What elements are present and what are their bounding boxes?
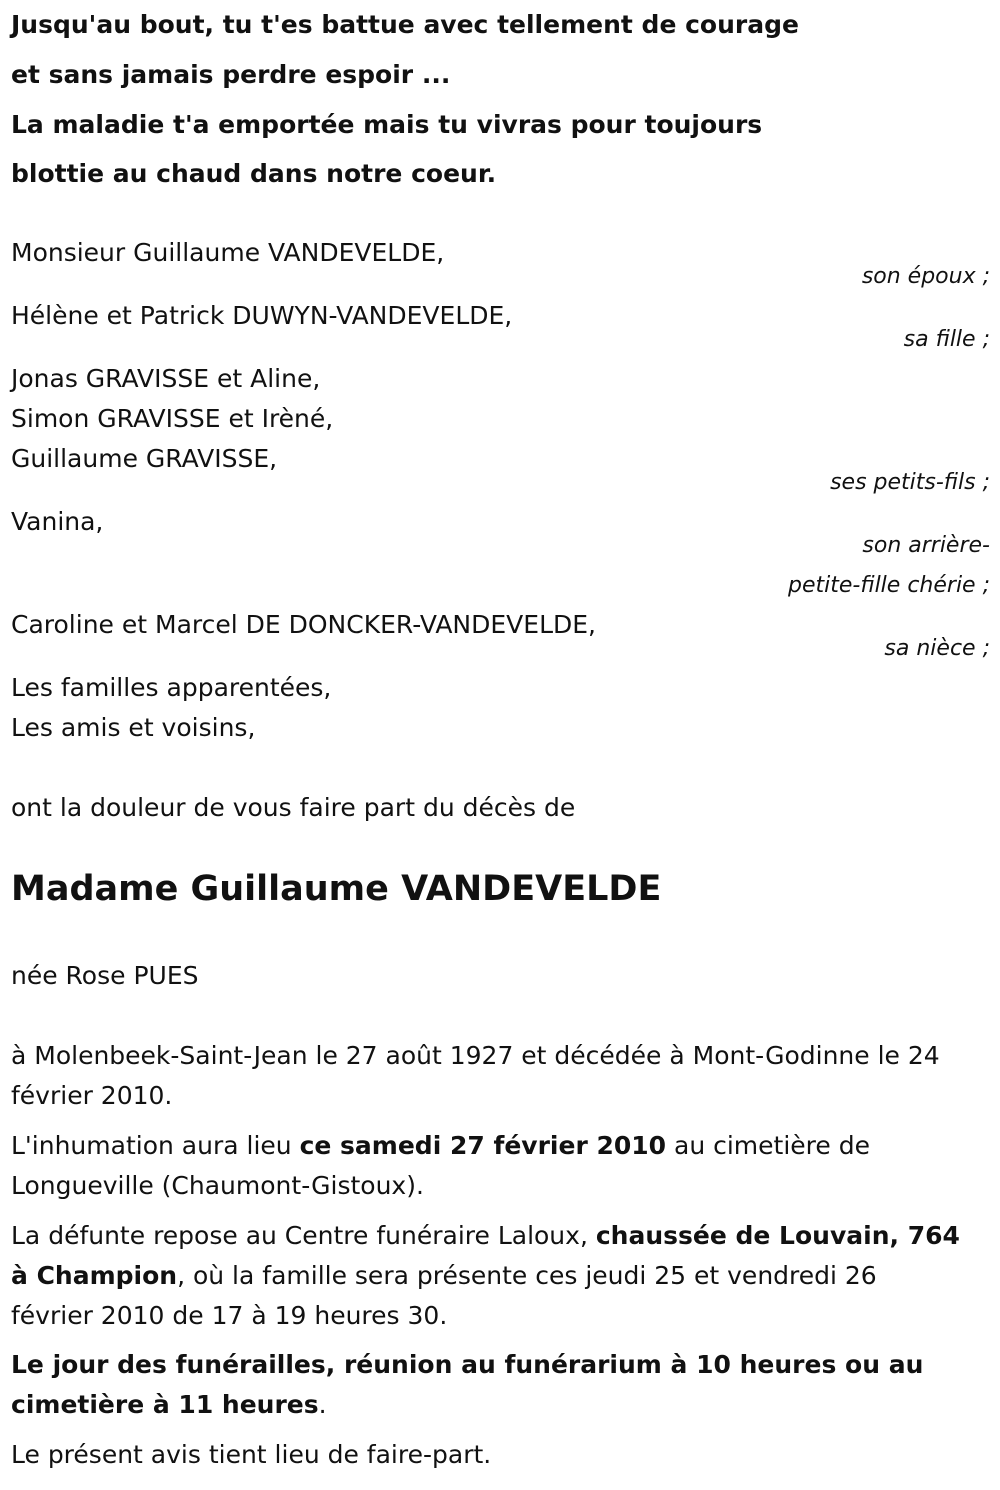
poem-line-1: Jusqu'au bout, tu t'es battue avec tellement de courage [11,10,799,39]
family-name-daughter: Hélène et Patrick DUWYN-VANDEVELDE, [11,301,513,330]
poem-line-2: et sans jamais perdre espoir ... [11,60,451,89]
rest-line-1 [11,1221,960,1251]
rest-town: à Champion [11,1261,178,1290]
family-name-husband: Monsieur Guillaume VANDEVELDE, [11,238,445,267]
deceased-name: Madame Guillaume VANDEVELDE [11,869,662,909]
family-name-grandson-3: Guillaume GRAVISSE, [11,444,278,473]
announcement-text: ont la douleur de vous faire part du décès de [11,793,576,822]
funeral-cemetery-time: cimetière à 11 heures [11,1390,319,1419]
closing-text: Le présent avis tient lieu de faire-part. [11,1440,492,1469]
burial-prefix: L'inhumation aura lieu [11,1131,300,1160]
relation-great-granddaughter-2: petite-fille chérie ; [788,573,990,598]
family-name-relatives: Les familles apparentées, [11,673,332,702]
family-name-grandson-1: Jonas GRAVISSE et Aline, [11,364,321,393]
family-name-friends: Les amis et voisins, [11,713,256,742]
family-name-grandson-2: Simon GRAVISSE et Irèné, [11,404,334,433]
burial-line-2: Longueville (Chaumont-Gistoux). [11,1171,424,1200]
relation-husband: son époux ; [861,264,990,289]
rest-line-2 [11,1261,877,1291]
relation-daughter: sa fille ; [903,327,990,352]
poem-line-3: La maladie t'a emportée mais tu vivras pour toujours [11,110,763,139]
burial-line-1 [11,1131,870,1161]
rest-address: chaussée de Louvain, 764 [595,1221,960,1250]
family-name-niece: Caroline et Marcel DE DONCKER-VANDEVELDE, [11,610,596,639]
rest-presence: , où la famille sera présente ces jeudi 25 et vendredi 26 [177,1261,877,1290]
funeral-day-period: . [318,1390,327,1419]
rest-prefix: La défunte repose au Centre funéraire Laloux, [11,1221,596,1250]
birth-death-line-1: à Molenbeek-Saint-Jean le 27 août 1927 et décédée à Mont-Godinne le 24 [11,1041,940,1070]
funeral-day-line-2 [11,1390,327,1420]
relation-niece: sa nièce ; [884,636,990,661]
burial-suffix: au cimetière de [666,1131,870,1160]
rest-line-3: février 2010 de 17 à 19 heures 30. [11,1301,448,1330]
born-name: née Rose PUES [11,961,199,990]
burial-date: ce samedi 27 février 2010 [299,1131,667,1160]
family-name-great-granddaughter: Vanina, [11,507,104,536]
relation-grandsons: ses petits-fils ; [830,470,990,495]
birth-death-line-2: février 2010. [11,1081,173,1110]
poem-line-4: blottie au chaud dans notre coeur. [11,159,497,188]
relation-great-granddaughter-1: son arrière- [862,533,990,558]
funeral-day-line-1: Le jour des funérailles, réunion au funérarium à 10 heures ou au [11,1350,924,1379]
